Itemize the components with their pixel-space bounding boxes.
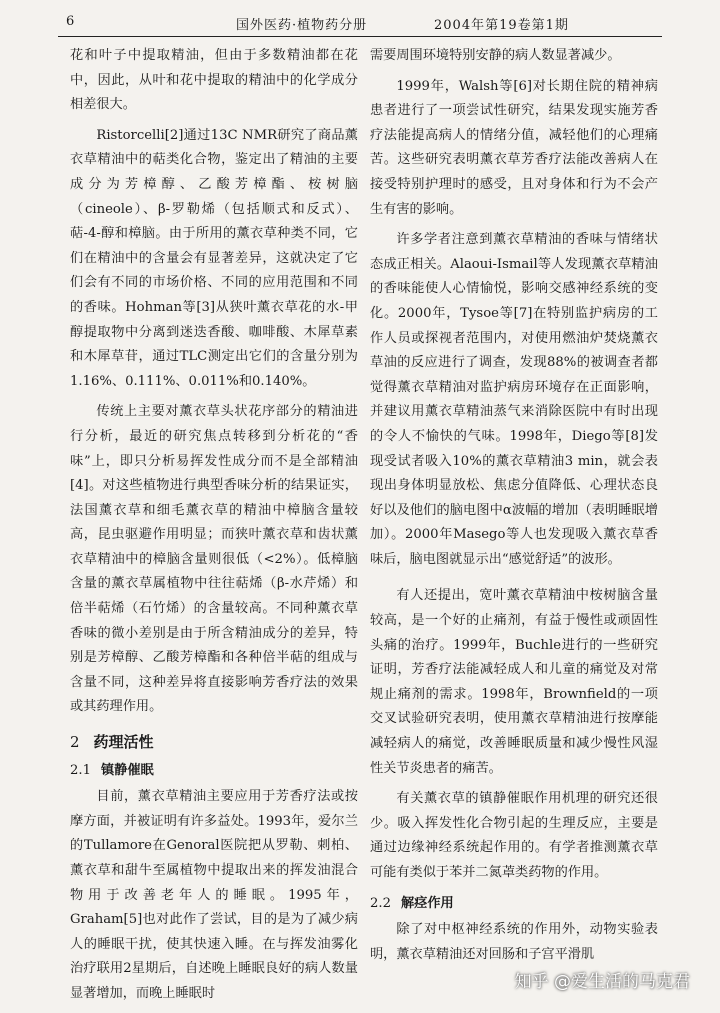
watermark: 知乎 @爱生活的马克君 <box>514 972 690 992</box>
right-column <box>370 44 658 973</box>
subsection-title: 解痉作用 <box>400 895 454 911</box>
paragraph: 传统上主要对薰衣草头状花序部分的精油进行分析，最近的研究焦点转移到分析花的“香味”上，即只分析易挥发性成分而不是全部精油[4]。对这些植物进行典型香味分析的结果证实，法国薰衣草和细毛薰衣草的精油中樟脑含量较高，昆虫驱避作用明显；而狭叶薰衣草和齿状薰衣草精油中的樟脑含量则很低（<2%）。低樟脑含量的薰衣草属植物中往往萜烯（β-水芹烯）和倍半萜烯（石竹烯）的含量较高。不同种薰衣草香味的微小差别是由于所含精油成分的差异，特别是芳樟醇、乙酸芳樟酯和各种倍半萜的组成与含量不同，这种差异将直接影响芳香疗法的效果或其药理作用。 <box>70 404 358 715</box>
subsection-number: 2.1 <box>70 762 91 778</box>
subsection-number: 2.2 <box>370 895 391 911</box>
left-column <box>70 44 358 1013</box>
paragraph: 花和叶子中提取精油，但由于多数精油都在花中，因此，从叶和花中提取的精油中的化学成分相差很大。 <box>70 48 358 113</box>
subsection-heading <box>370 892 658 917</box>
section-title: 药理活性 <box>93 733 154 752</box>
paragraph: 许多学者注意到薰衣草精油的香味与情绪状态成正相关。Alaoui-Ismail等人发现薰衣草精油的香味能使人心情愉悦，影响交感神经系统的变化。2000年，Tysoe等[7]在特别监护病房的工作人员或探视者范围内，对使用燃油炉焚烧薰衣草油的反应进行了调查，发现88%的被调查者都觉得薰衣草精油对监护病房环境存在正面影响，并建议用薰衣草精油蒸气来消除医院中有时出现的令人不愉快的气味。1998年，Diego等[8]发现受试者吸入10%的薰衣草精油3 min，就会表现出身体明显放松、焦虑分值降低、心理状态良好以及他们的脑电图中α波幅的增加（表明睡眠增加）。2000年Masego等人也发现吸入薰衣草香味后，脑电图就显示出“感觉舒适”的波形。 <box>370 232 658 567</box>
page-number: 6 <box>66 14 75 29</box>
paragraph: 有人还提出，宽叶薰衣草精油中桉树脑含量较高，是一个好的止痛剂，有益于慢性或顽固性头痛的治疗。1999年，Buchle进行的一些研究证明，芳香疗法能减轻成人和儿童的痛觉及对常规止痛剂的需求。1998年，Brownfield的一项交叉试验研究表明，使用薰衣草精油进行按摩能减轻病人的痛觉，改善睡眠质量和减少慢性风湿性关节炎患者的痛苦。 <box>370 588 658 776</box>
issue-info: 2004年第19卷第1期 <box>434 18 569 33</box>
paragraph: 除了对中枢神经系统的作用外，动物实验表明，薰衣草精油还对回肠和子宫平滑肌 <box>370 922 658 962</box>
paragraph: 1999年，Walsh等[6]对长期住院的精神病患者进行了一项尝试性研究，结果发现实施芳香疗法能提高病人的情绪分值，减轻他们的心理痛苦。这些研究表明薰衣草芳香疗法能改善病人在接受特别护理时的感受，且对身体和行为不会产生有害的影响。 <box>370 78 658 217</box>
paragraph: 有关薰衣草的镇静催眠作用机理的研究还很少。吸入挥发性化合物引起的生理反应，主要是通过边缘神经系统起作用的。有学者推测薰衣草可能有类似于苯并二氮䓬类药物的作用。 <box>370 791 658 880</box>
running-header <box>58 10 662 37</box>
paragraph: 需要周围环境特别安静的病人数显著减少。 <box>370 48 621 63</box>
section-number: 2 <box>70 733 80 752</box>
paragraph: 目前，薰衣草精油主要应用于芳香疗法或按摩方面，并被证明有许多益处。1993年，爱尔兰的Tullamore在Genoral医院把从罗勒、刺柏、薰衣草和甜牛至属植物中提取出来的挥发油混合物用于改善老年人的睡眠。1995年，Graham[5]也对此作了尝试，目的是为了减少病人的睡眠干扰，使其快速入睡。在与挥发油雾化治疗联用2星期后，自述晚上睡眠良好的病人数量显著增加，而晚上睡眠时 <box>70 789 358 1001</box>
subsection-title: 镇静催眠 <box>100 762 154 778</box>
journal-title: 国外医药·植物药分册 <box>236 18 368 33</box>
paragraph: Ristorcelli[2]通过13C NMR研究了商品薰衣草精油中的萜类化合物，鉴定出了精油的主要成分为芳樟醇、乙酸芳樟酯、桉树脑（cineole）、β-罗勒烯（包括顺式和反式）、萜-4-醇和樟脑。由于所用的薰衣草种类不同，它们在精油中的含量会有显著差异，这就决定了它们会有不同的市场价格、不同的应用范围和不同的香味。Hohman等[3]从狭叶薰衣草花的水-甲醇提取物中分离到迷迭香酸、咖啡酸、木犀草素和木犀草苷，通过TLC测定出它们的含量分别为1.16%、0.111%、0.011%和0.140%。 <box>70 127 358 389</box>
subsection-heading <box>70 759 358 784</box>
section-heading <box>70 730 358 755</box>
